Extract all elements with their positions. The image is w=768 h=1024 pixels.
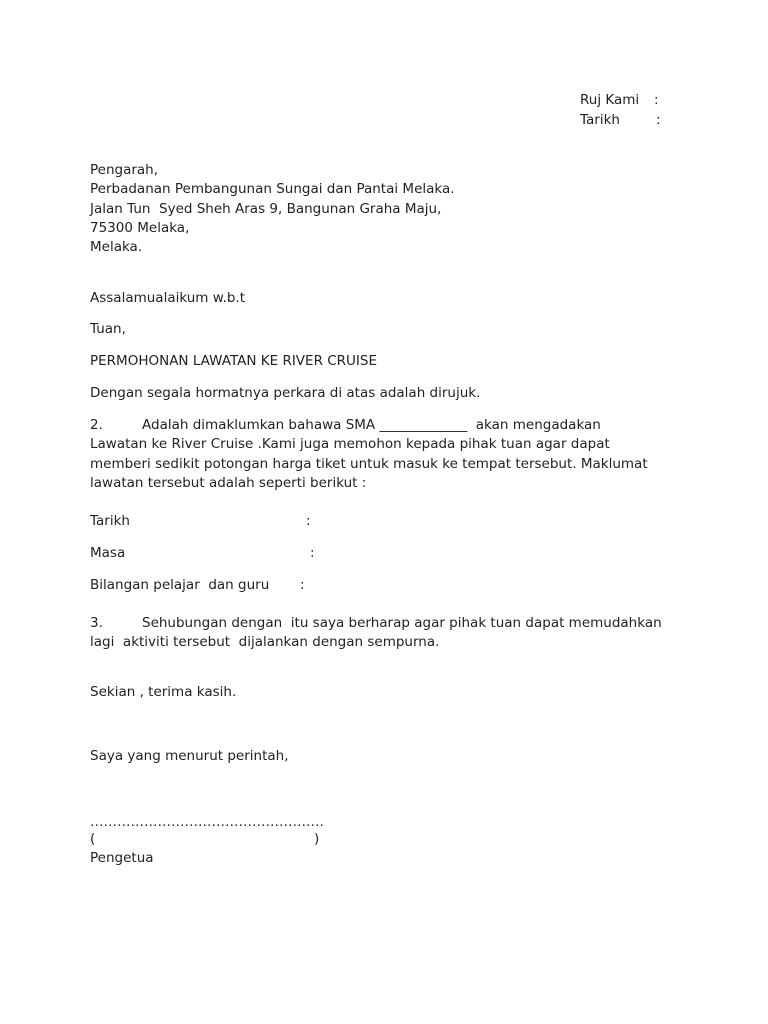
paragraph-2-line-4: lawatan tersebut adalah seperti berikut :	[90, 475, 367, 491]
sign-off: Saya yang menurut perintah,	[90, 748, 289, 764]
ref-label: Ruj Kami	[580, 92, 640, 108]
detail-time-label: Masa	[90, 545, 126, 561]
paragraph-2-line-3: memberi sedikit potongan harga tiket untuk masuk ke tempat tersebut. Maklumat	[90, 456, 648, 472]
detail-count-label: Bilangan pelajar dan guru	[90, 577, 270, 593]
paragraph-3-line-2: lagi aktiviti tersebut dijalankan dengan sempurna.	[90, 634, 440, 650]
paragraph-2-number: 2.	[90, 417, 103, 433]
detail-time-colon: :	[310, 545, 315, 561]
ref-colon: :	[654, 92, 659, 108]
signature-paren-close: )	[314, 831, 320, 847]
signature-line: …………………………………………….	[90, 814, 324, 830]
closing: Sekian , terima kasih.	[90, 684, 237, 700]
date-label: Tarikh	[580, 112, 620, 128]
paragraph-2-line-2: Lawatan ke River Cruise .Kami juga memohon kepada pihak tuan agar dapat	[90, 436, 610, 452]
paragraph-1: Dengan segala hormatnya perkara di atas adalah dirujuk.	[90, 385, 481, 401]
recipient-street: Jalan Tun Syed Sheh Aras 9, Bangunan Graha Maju,	[90, 201, 442, 217]
date-colon: :	[656, 112, 661, 128]
recipient-title: Pengarah,	[90, 162, 159, 178]
salutation: Tuan,	[90, 321, 126, 337]
detail-count-colon: :	[300, 577, 305, 593]
recipient-state: Melaka.	[90, 239, 143, 255]
detail-date-label: Tarikh	[90, 513, 130, 529]
signatory-title: Pengetua	[90, 850, 154, 866]
signature-paren-open: (	[90, 831, 96, 847]
paragraph-3-number: 3.	[90, 615, 103, 631]
paragraph-2-line-1: Adalah dimaklumkan bahawa SMA _____________ akan mengadakan	[142, 417, 601, 433]
recipient-organization: Perbadanan Pembangunan Sungai dan Pantai Melaka.	[90, 181, 455, 197]
greeting: Assalamualaikum w.b.t	[90, 290, 245, 306]
detail-date-colon: :	[306, 513, 311, 529]
recipient-postcode: 75300 Melaka,	[90, 220, 190, 236]
paragraph-3-line-1: Sehubungan dengan itu saya berharap agar pihak tuan dapat memudahkan	[142, 615, 662, 631]
subject-heading: PERMOHONAN LAWATAN KE RIVER CRUISE	[90, 353, 378, 369]
